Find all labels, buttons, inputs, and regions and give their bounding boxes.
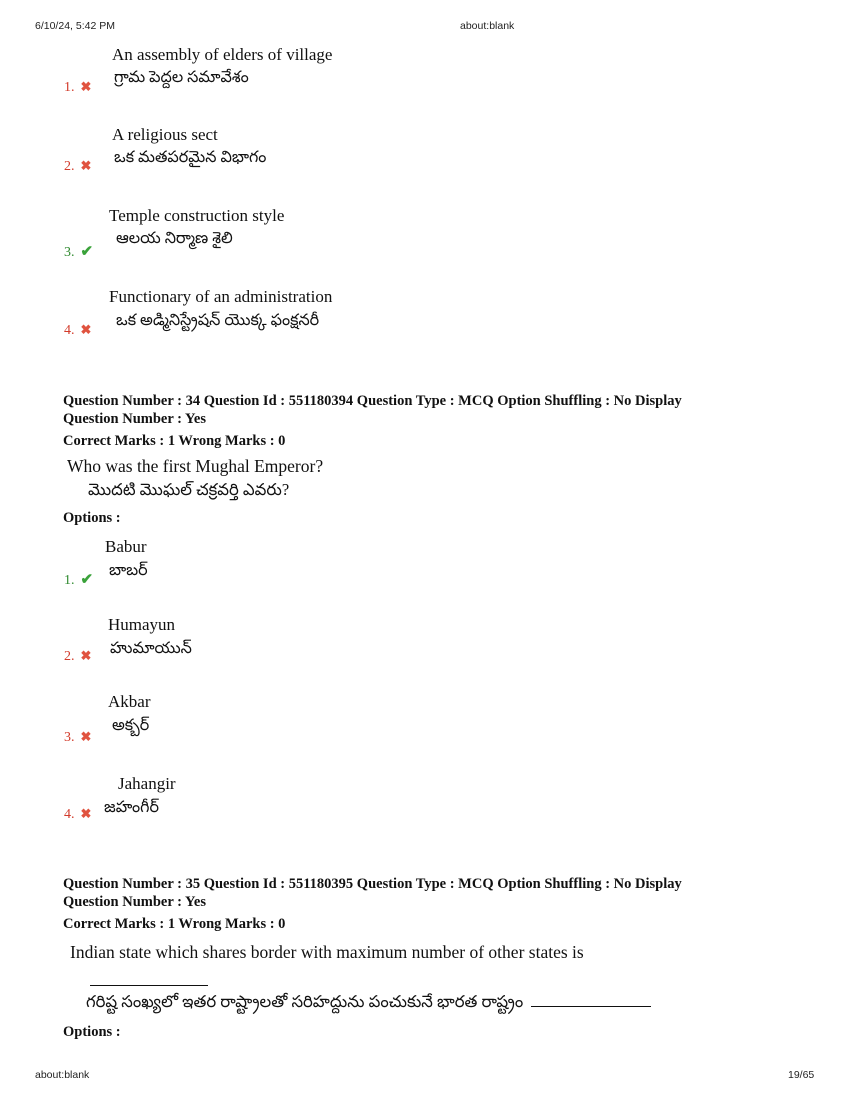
question-meta-cont: Question Number : Yes (63, 894, 206, 910)
option-number: 4. ✖ (64, 806, 92, 822)
option-text-en: A religious sect (112, 125, 218, 144)
option-number: 3. ✖ (64, 729, 92, 745)
question-text-te: మొదటి మొఘల్ చక్రవర్తి ఎవరు? (88, 480, 290, 499)
option-text-en: Humayun (108, 615, 176, 634)
question-meta: Question Number : 34 Question Id : 551180394 Question Type : MCQ Option Shuffling : No Display (63, 393, 682, 409)
options-label: Options : (63, 1024, 121, 1040)
options-label: Options : (63, 510, 121, 526)
cross-icon: ✖ (80, 79, 92, 94)
option-text-te: జహంగీర్ (104, 799, 159, 816)
option-text-te: ఒక మతపరమైన విభాగం (114, 149, 267, 166)
question-text-te: గరిష్ట సంఖ్యలో ఇతర రాష్ట్రాలతో సరిహద్దును పంచుకునే భారత రాష్ట్రం (86, 992, 524, 1011)
cross-icon: ✖ (80, 806, 92, 821)
option-text-en: Temple construction style (109, 206, 285, 225)
answer-blank-line (90, 973, 208, 991)
option-text-en: Jahangir (118, 774, 176, 793)
check-icon: ✔ (80, 244, 94, 260)
option-number: 1. ✖ (64, 79, 92, 95)
option-text-te: ఆలయ నిర్మాణ శైలి (116, 230, 233, 247)
print-page-number: 19/65 (788, 1069, 815, 1081)
cross-icon: ✖ (80, 158, 92, 173)
question-text-en: Who was the first Mughal Emperor? (67, 456, 324, 476)
cross-icon: ✖ (80, 322, 92, 337)
option-text-te: గ్రామ పెద్దల సమావేశం (114, 69, 249, 86)
question-text-en: Indian state which shares border with maximum number of other states is (70, 942, 584, 962)
option-text-te: అక్బర్ (112, 717, 150, 734)
answer-blank-line-te (531, 994, 651, 1007)
option-number: 2. ✖ (64, 648, 92, 664)
option-number: 1. ✔ (64, 572, 94, 588)
option-number: 4. ✖ (64, 322, 92, 338)
question-meta-cont: Question Number : Yes (63, 411, 206, 427)
cross-icon: ✖ (80, 648, 92, 663)
cross-icon: ✖ (80, 729, 92, 744)
question-marks: Correct Marks : 1 Wrong Marks : 0 (63, 433, 286, 449)
question-marks: Correct Marks : 1 Wrong Marks : 0 (63, 916, 286, 932)
option-text-en: Functionary of an administration (109, 287, 333, 306)
print-footer-url: about:blank (35, 1069, 90, 1081)
option-text-en: Babur (105, 537, 147, 556)
question-text-te-row (86, 992, 651, 1015)
option-text-en: An assembly of elders of village (112, 45, 333, 64)
option-text-te: హుమాయున్ (110, 640, 192, 657)
check-icon: ✔ (80, 572, 94, 588)
option-number: 2. ✖ (64, 158, 92, 174)
print-datetime: 6/10/24, 5:42 PM (35, 20, 115, 32)
option-number: 3. ✔ (64, 244, 94, 260)
option-text-te: ఒక అడ్మినిస్ట్రేషన్ యొక్క ఫంక్షనరీ (116, 312, 320, 329)
question-meta: Question Number : 35 Question Id : 551180395 Question Type : MCQ Option Shuffling : No Display (63, 876, 682, 892)
option-text-te: బాబర్ (109, 562, 148, 579)
print-page-title: about:blank (460, 20, 515, 32)
option-text-en: Akbar (108, 692, 151, 711)
